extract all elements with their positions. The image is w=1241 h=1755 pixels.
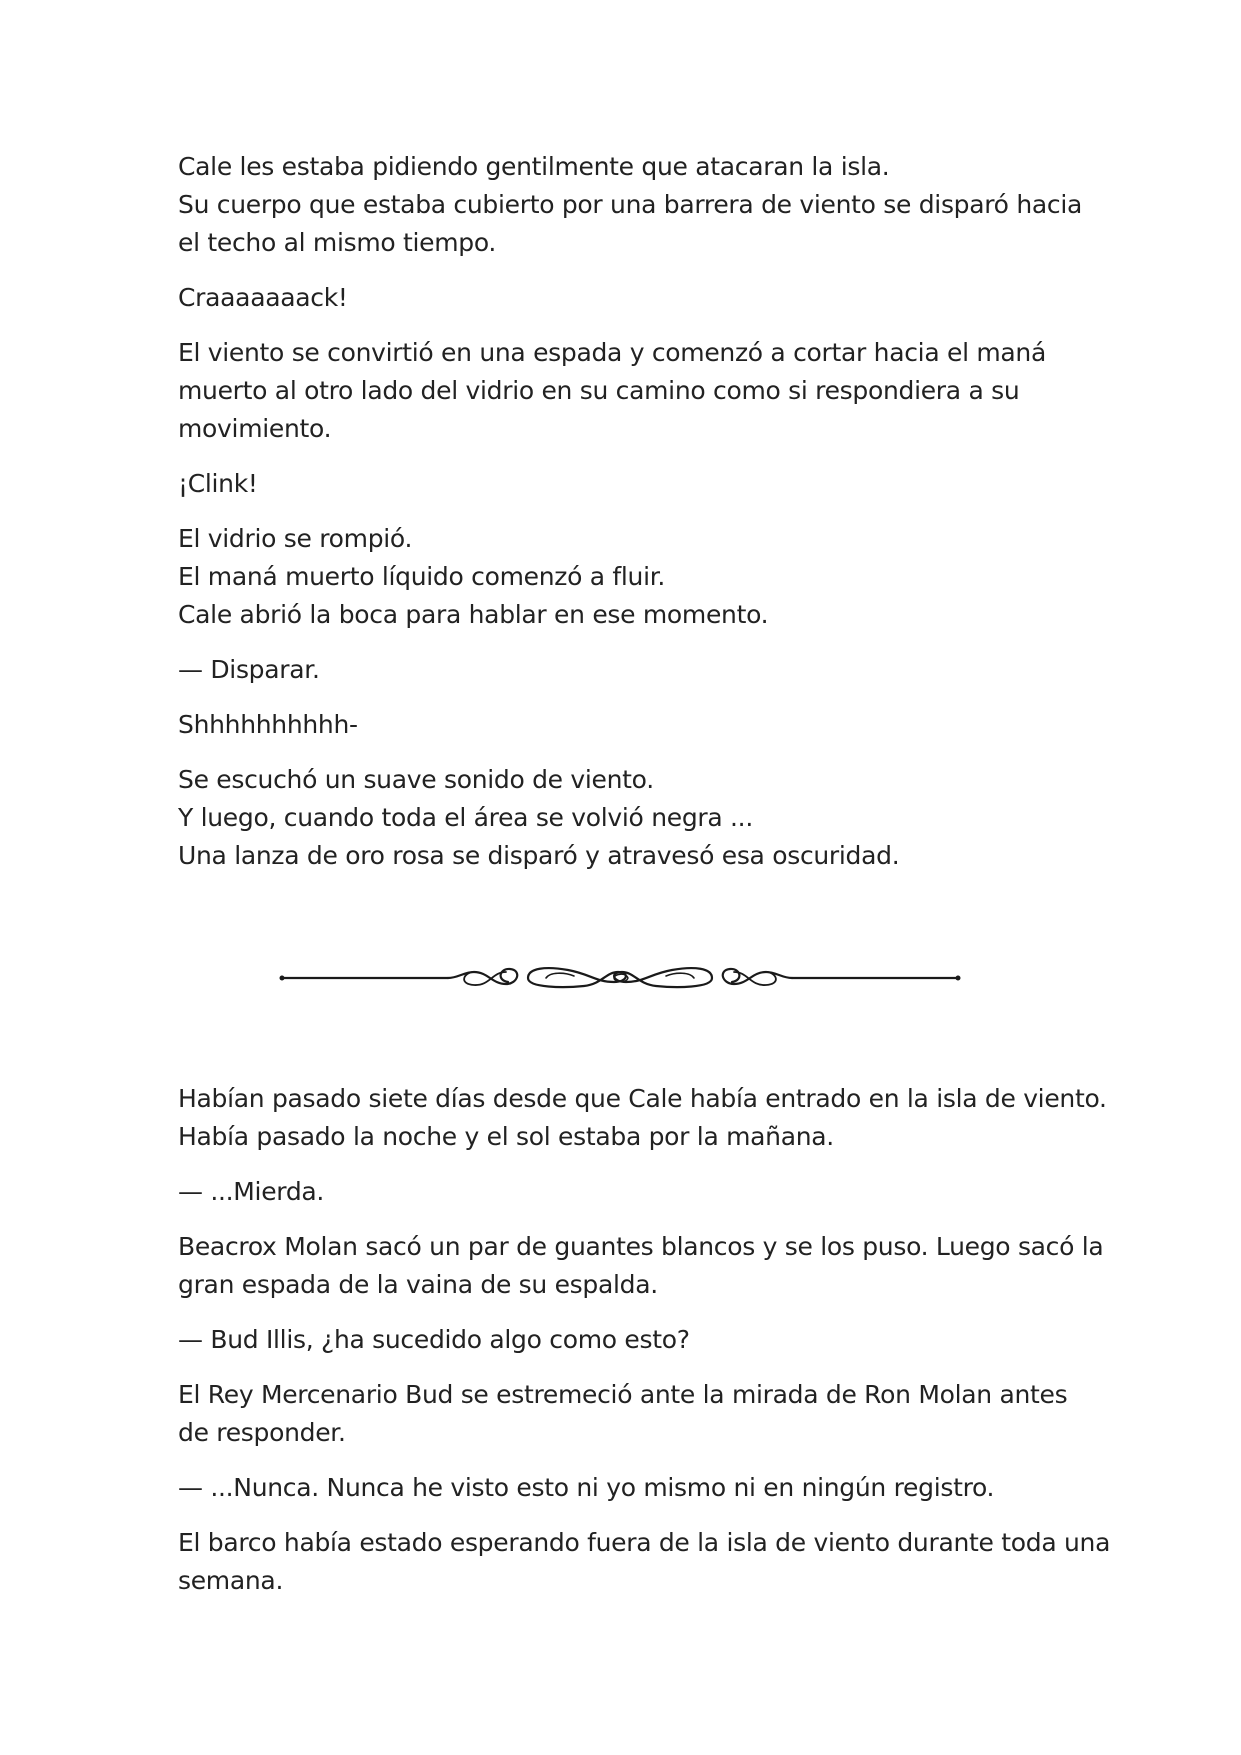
text-line: El barco había estado esperando fuera de la isla de viento durante toda una xyxy=(178,1528,1111,1557)
text-line: el techo al mismo tiempo. xyxy=(178,228,497,257)
paragraph xyxy=(178,148,1082,262)
paragraph xyxy=(178,1469,1078,1507)
paragraph xyxy=(178,706,1078,744)
paragraph xyxy=(178,651,1078,689)
text-line: ¡Clink! xyxy=(178,469,258,498)
text-line: — ...Nunca. Nunca he visto esto ni yo mismo ni en ningún registro. xyxy=(178,1473,995,1502)
paragraph xyxy=(178,1173,1078,1211)
text-line: de responder. xyxy=(178,1418,346,1447)
text-line: Se escuchó un suave sonido de viento. xyxy=(178,765,654,794)
text-line: semana. xyxy=(178,1566,284,1595)
paragraph xyxy=(178,1321,1078,1359)
text-line: Una lanza de oro rosa se disparó y atravesó esa oscuridad. xyxy=(178,841,900,870)
paragraph xyxy=(178,1376,1078,1452)
text-line: gran espada de la vaina de su espalda. xyxy=(178,1270,658,1299)
text-line: Beacrox Molan sacó un par de guantes blancos y se los puso. Luego sacó la xyxy=(178,1232,1104,1261)
paragraph xyxy=(178,334,1078,448)
text-line: Su cuerpo que estaba cubierto por una barrera de viento se disparó hacia xyxy=(178,190,1082,219)
text-line: — Bud Illis, ¿ha sucedido algo como esto? xyxy=(178,1325,690,1354)
paragraph xyxy=(178,1080,1107,1156)
text-section-2 xyxy=(178,1080,1111,1617)
text-line: El maná muerto líquido comenzó a fluir. xyxy=(178,562,666,591)
text-line: El vidrio se rompió. xyxy=(178,524,413,553)
text-line: — ...Mierda. xyxy=(178,1177,325,1206)
text-line: Cale abrió la boca para hablar en ese momento. xyxy=(178,600,769,629)
text-line: El viento se convirtió en una espada y comenzó a cortar hacia el maná xyxy=(178,338,1046,367)
paragraph xyxy=(178,520,1078,634)
text-line: movimiento. xyxy=(178,414,332,443)
text-line: — Disparar. xyxy=(178,655,320,684)
text-line: El Rey Mercenario Bud se estremeció ante la mirada de Ron Molan antes xyxy=(178,1380,1068,1409)
text-line: Craaaaaaack! xyxy=(178,283,348,312)
paragraph xyxy=(178,465,1078,503)
ornamental-flourish-divider-icon xyxy=(278,958,962,998)
paragraph xyxy=(178,761,1078,875)
text-line: Shhhhhhhhhh- xyxy=(178,710,358,739)
text-line: Cale les estaba pidiendo gentilmente que atacaran la isla. xyxy=(178,152,890,181)
paragraph xyxy=(178,1228,1104,1304)
text-line: Había pasado la noche y el sol estaba por la mañana. xyxy=(178,1122,834,1151)
text-line: Habían pasado siete días desde que Cale había entrado en la isla de viento. xyxy=(178,1084,1107,1113)
text-section-1 xyxy=(178,148,1082,892)
text-line: muerto al otro lado del vidrio en su camino como si respondiera a su xyxy=(178,376,1020,405)
text-line: Y luego, cuando toda el área se volvió negra ... xyxy=(178,803,753,832)
paragraph xyxy=(178,1524,1111,1600)
paragraph xyxy=(178,279,1078,317)
